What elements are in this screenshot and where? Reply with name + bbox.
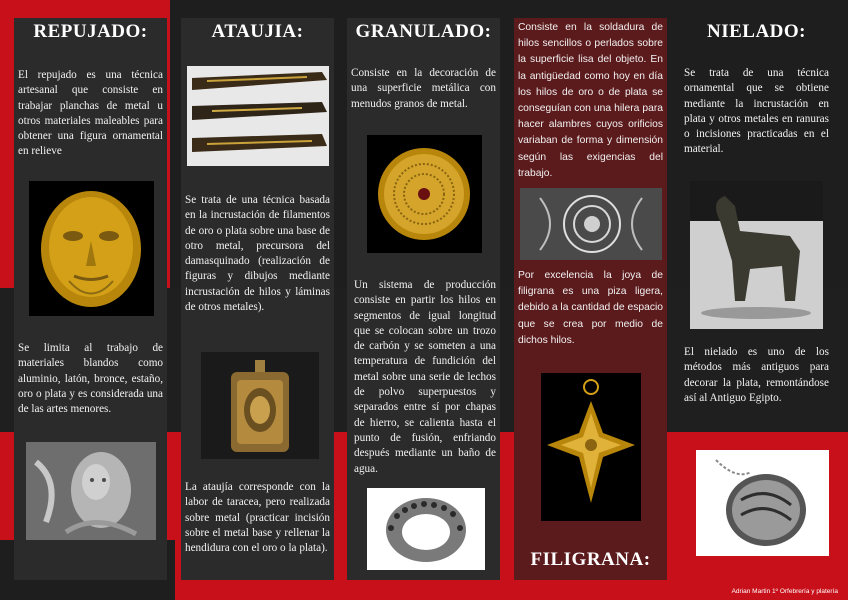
- column-ataujia: [181, 18, 334, 580]
- filigrana-text-2: Por excelencia la joya de filigrana es una piza ligera, debido a la cantidad de espacio que se crea por medio de dichos hilos.: [518, 270, 663, 346]
- inlaid-daggers-image: [187, 66, 329, 166]
- filigrana-text-1: Consiste en la soldadura de hilos sencillos o perlados sobre la superficie lisa del objeto. En la antigüedad como hoy en día los hilos de oro o de plata se conseguían con una hilera para hacer alambres cuyos orificios variaban de forma y dimensión según las exigencias del trabajo.: [518, 22, 663, 179]
- filigree-flower-image: [520, 188, 662, 260]
- title-nielado: NIELADO:: [706, 21, 806, 42]
- title-repujado: REPUJADO:: [33, 21, 148, 42]
- repoussé-relief-image: [26, 442, 156, 540]
- footer-credit: Adrian Martin 1º Orfebrería y platería: [731, 588, 838, 595]
- filigree-cross-image: [541, 373, 641, 521]
- repujado-text-2: Se limita al trabajo de materiales blandos como aluminio, latón, bronce, estaño, oro o plata y es considerada una de las artes menores.: [18, 342, 163, 416]
- niello-locket-image: [696, 450, 829, 556]
- inlaid-box-image: [201, 352, 319, 459]
- repujado-text-1: El repujado es una técnica artesanal que consiste en trabajar planchas de metal u otros materiales maleables para obtener una figura ornamental en relieve: [18, 69, 163, 158]
- ataujia-text-1: Se trata de una técnica basada en la incrustación de filamentos de oro o plata sobre una base de otro metal, precursora del damasquinado (realización de figuras y dibujos mediante incrustación de hilos y láminas de otros metales).: [185, 194, 330, 314]
- granulated-brooch-image: [367, 135, 482, 253]
- granulated-ring-image: [367, 488, 485, 570]
- column-granulado: [347, 18, 500, 580]
- title-granulado: GRANULADO:: [355, 21, 492, 42]
- granulado-text-1: Consiste en la decoración de una superficie metálica con menudos granos de metal.: [351, 67, 496, 110]
- nielado-text-1: Se trata de una técnica ornamental que se obtiene mediante la incrustación en plata y otros metales en ranuras o incisiones practicadas en el material.: [684, 67, 829, 156]
- title-ataujia: ATAUJIA:: [211, 21, 304, 42]
- column-repujado: [14, 18, 167, 580]
- nielado-text-2: El nielado es uno de los métodos más antiguos para decorar la plata, remontándose así al Antiguo Egipto.: [684, 346, 829, 404]
- column-nielado: [680, 18, 833, 580]
- ataujia-text-2: La ataujía corresponde con la labor de taracea, pero realizada sobre metal (practicar incisión sobre el metal base y rellenar la hendidura con el oro o la plata).: [185, 481, 330, 555]
- title-filigrana: FILIGRANA:: [530, 549, 651, 570]
- granulado-text-2: Un sistema de producción consiste en partir los hilos en segmentos de igual longitud que se colocan sobre un trozo de carbón y se someten a una temperatura de fundición del metal sobre una serie de lechos de polvo superpuestos y separados entre sí por chapas de hierro, se calienta hasta el punto de fusión, enfriando después mediante un baño de agua.: [354, 279, 496, 475]
- golden-mask-image: [29, 181, 154, 316]
- column-filigrana: [514, 18, 667, 580]
- niello-animal-image: [690, 181, 823, 329]
